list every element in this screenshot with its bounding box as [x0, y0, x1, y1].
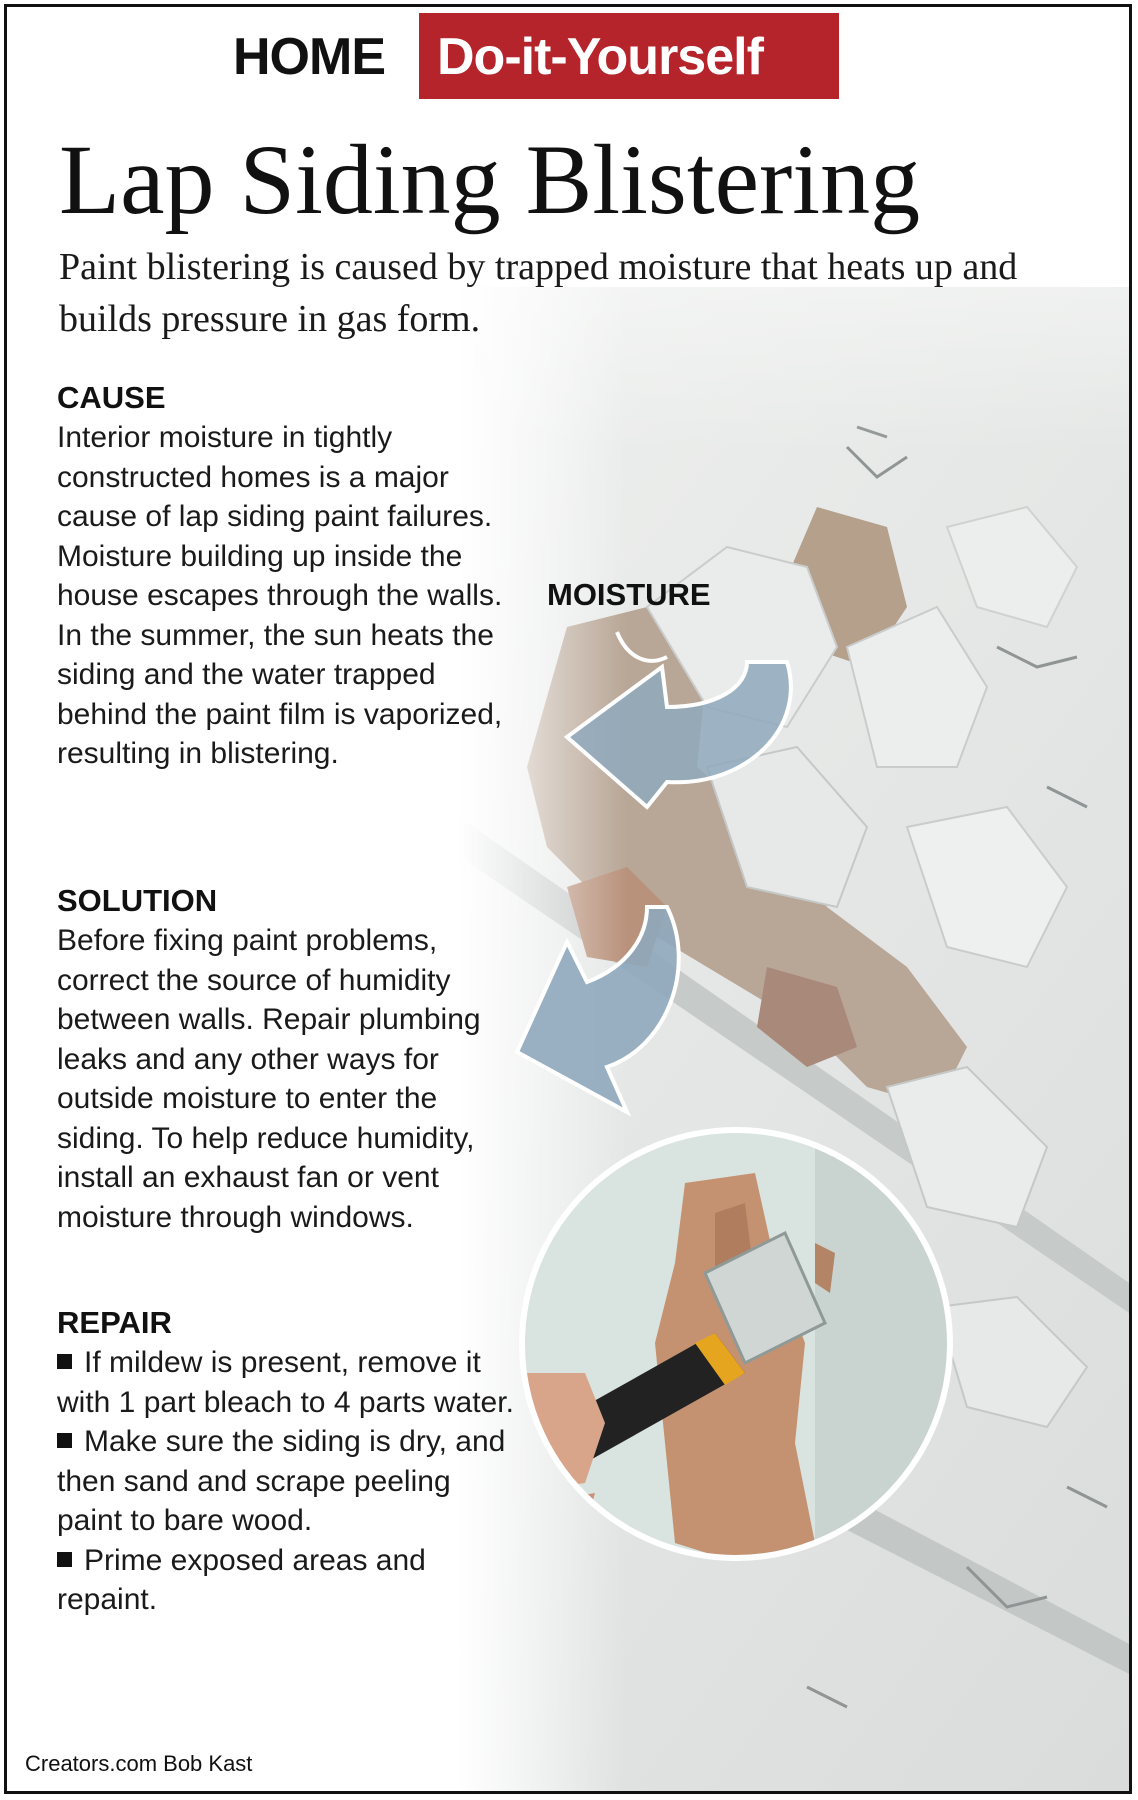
- credit-line: Creators.com Bob Kast: [25, 1751, 253, 1776]
- bullet-square-icon: [57, 1354, 72, 1369]
- bullet-square-icon: [57, 1552, 72, 1567]
- header-banner: [7, 13, 1132, 99]
- repair-section: [57, 1303, 517, 1620]
- repair-item: Make sure the siding is dry, and then sand and scrape peeling paint to bare wood.: [57, 1425, 506, 1537]
- infographic: [4, 4, 1132, 1794]
- cause-text: Interior moisture in tightly constructed homes is a major cause of lap siding paint failures. Moisture building up inside the house escapes through the walls. In the summer, the sun heats the siding and the water trapped behind the paint film is vaporized, resulting in blistering.: [57, 421, 503, 770]
- solution-section: [57, 881, 517, 1237]
- page-title: Lap Siding Blistering: [59, 124, 921, 235]
- scraper-inset-photo: [515, 1123, 957, 1565]
- bullet-square-icon: [57, 1433, 72, 1448]
- repair-item: If mildew is present, remove it with 1 part bleach to 4 parts water.: [57, 1346, 514, 1419]
- repair-item: Prime exposed areas and repaint.: [57, 1543, 426, 1616]
- moisture-label: MOISTURE: [547, 577, 711, 612]
- solution-heading: SOLUTION: [57, 883, 218, 918]
- brand-home: HOME: [233, 28, 385, 86]
- solution-text: Before fixing paint problems, correct the source of humidity between walls. Repair plumbing leaks and any other ways for outside moisture to enter the siding. To help reduce humidity, install an exhaust fan or vent moisture through windows.: [57, 924, 481, 1234]
- brand-diy: Do-it-Yourself: [419, 13, 839, 99]
- cause-heading: CAUSE: [57, 380, 166, 415]
- repair-heading: REPAIR: [57, 1305, 172, 1340]
- cause-section: [57, 378, 517, 774]
- page-subtitle: Paint blistering is caused by trapped moisture that heats up and builds pressure in gas form.: [59, 246, 1018, 340]
